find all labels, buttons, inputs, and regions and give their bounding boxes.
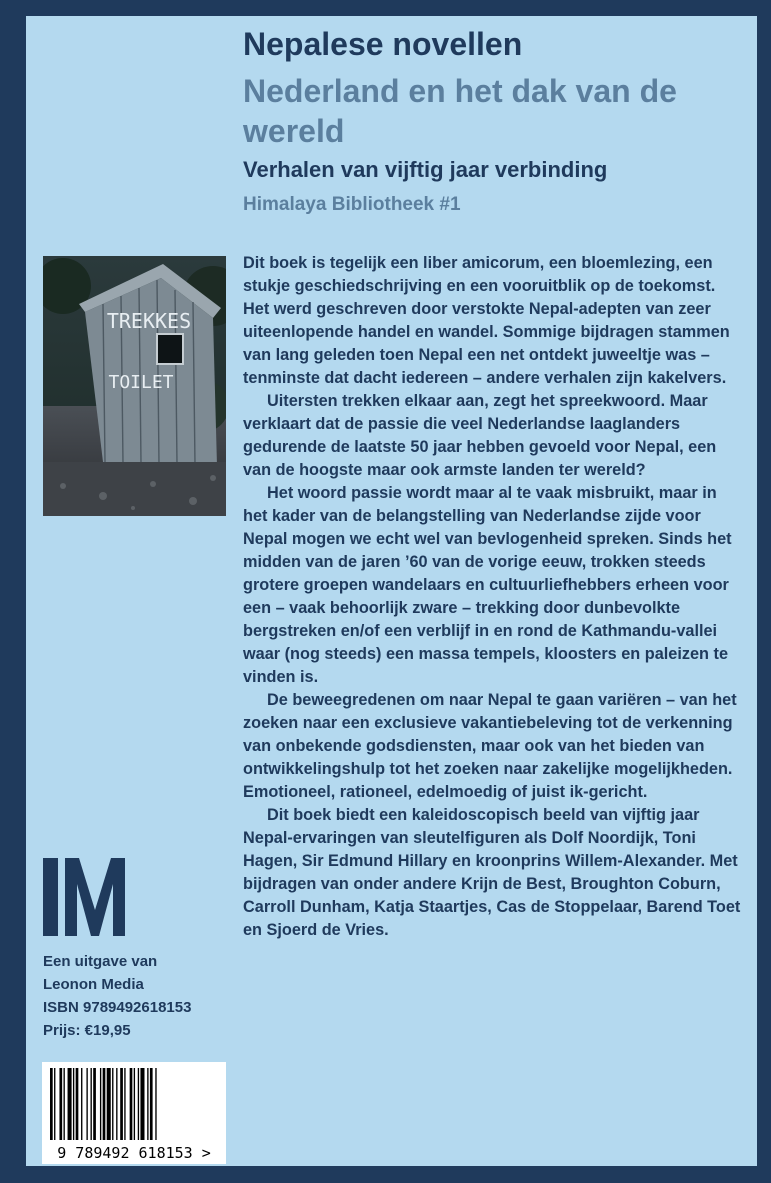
- barcode-bar: [81, 1068, 82, 1140]
- blurb-paragraph: De beweegredenen om naar Nepal te gaan variëren – van het zoeken naar een exclusieve vakantiebeleving tot de verkenning van onbekende godsdiensten, maar ook van het bieden van ontwikkelingshulp tot het zoeken naar zakelijke mogelijkheden. Emotioneel, rationeel, edelmoedig of juist ik-gericht.: [243, 691, 737, 801]
- barcode-bar: [64, 1068, 65, 1140]
- series-name: Himalaya Bibliotheek #1: [243, 194, 461, 215]
- barcode-bar: [112, 1068, 113, 1140]
- barcode-bar: [50, 1068, 53, 1140]
- barcode-bar: [76, 1068, 79, 1140]
- barcode-bar: [54, 1068, 55, 1140]
- barcode-bar: [68, 1068, 72, 1140]
- blurb-paragraph: Uitersten trekken elkaar aan, zegt het spreekwoord. Maar verklaart dat de passie die veel Nederlandse laaglanders gedurende de laatste 50 jaar hebben gevoeld voor Nepal, een van de hoogste maar ook armste landen ter wereld?: [243, 392, 717, 479]
- barcode-bar: [155, 1068, 156, 1140]
- outhouse-photo: [43, 256, 226, 516]
- barcode-bar: [140, 1068, 144, 1140]
- book-back-cover: [26, 16, 757, 1166]
- sign-text-2: TOILET: [108, 372, 174, 393]
- book-subtitle: Nederland en het dak van de wereld: [243, 73, 677, 149]
- barcode-bar: [103, 1068, 106, 1140]
- barcode-bar: [59, 1068, 62, 1140]
- book-tagline: Verhalen van vijftig jaar verbinding: [243, 157, 608, 182]
- barcode-bar: [116, 1068, 117, 1140]
- publisher-logo: [43, 858, 125, 936]
- price: Prijs: €19,95: [43, 1022, 131, 1039]
- barcode-bar: [138, 1068, 139, 1140]
- publisher-info: [43, 950, 243, 1042]
- barcode-bar: [107, 1068, 111, 1140]
- blurb-paragraph: Dit boek is tegelijk een liber amicorum, een bloemlezing, een stukje geschiedschrijving en een vooruitblik op de toekomst. Het werd geschreven door verstokte Nepal-adepten van zeer uiteenlopende handel en wandel. Sommige bijdragen stammen van lang geleden toen Nepal een net ontdekt juweeltje was – tenminste dat dacht iedereen – andere verhalen zijn kakelvers.: [243, 254, 730, 387]
- blurb-paragraph: Het woord passie wordt maar al te vaak misbruikt, maar in het kader van de belangstelling van Nederlandse zijde voor Nepal mogen we echt wel van bevlogenheid spreken. Sinds het midden van de jaren ’60 van de vorige eeuw, trokken steeds grotere groepen wandelaars en cultuurliefhebbers erheen voor een – vaak behoorlijk zware – trekking door dunbevolkte bergstreken en/of een verblijf in en rond de Kathmandu-vallei waar (nog steeds) een massa tempels, kloosters en paleizen te vinden is.: [243, 484, 732, 686]
- blurb-text: [243, 252, 741, 942]
- barcode-bar: [130, 1068, 133, 1140]
- barcode-bar: [120, 1068, 123, 1140]
- barcode-bar: [73, 1068, 74, 1140]
- barcode-bar: [147, 1068, 148, 1140]
- barcode-bar: [100, 1068, 101, 1140]
- publisher-name: Leonon Media: [43, 976, 144, 993]
- barcode-bar: [134, 1068, 135, 1140]
- barcode-digits: 9 789492 618153 >: [57, 1144, 211, 1162]
- barcode-bar: [150, 1068, 153, 1140]
- sign-text-1: TREKKES: [106, 309, 192, 333]
- barcode-bar: [86, 1068, 87, 1140]
- barcode: [42, 1062, 226, 1164]
- blurb-paragraph: Dit boek biedt een kaleidoscopisch beeld van vijftig jaar Nepal-ervaringen van sleutelfiguren als Dolf Noordijk, Toni Hagen, Sir Edmund Hillary en kroonprins Willem-Alexander. Met bijdragen van onder andere Krijn de Best, Broughton Coburn, Carroll Dunham, Katja Staartjes, Cas de Stoppelaar, Barend Toet en Sjoerd de Vries.: [243, 806, 741, 939]
- barcode-bar: [124, 1068, 125, 1140]
- publisher-line: Een uitgave van: [43, 953, 158, 970]
- barcode-bar: [91, 1068, 92, 1140]
- book-title: Nepalese novellen: [243, 26, 523, 62]
- isbn: ISBN 9789492618153: [43, 999, 192, 1016]
- barcode-bar: [93, 1068, 96, 1140]
